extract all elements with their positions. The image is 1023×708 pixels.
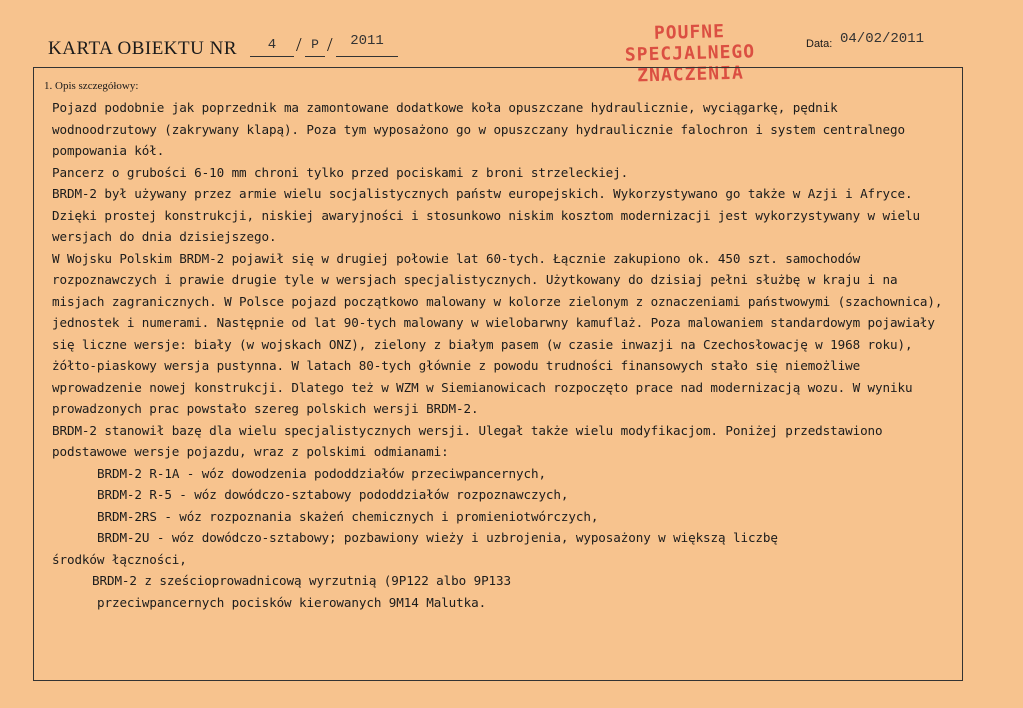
version-item: BRDM-2U - wóz dowódczo-sztabowy; pozbawiony wieży i uzbrojenia, wyposażony w większą liczbę (97, 530, 778, 545)
version-item: BRDM-2 R-1A - wóz dowodzenia pododdziałów przeciwpancernych, (97, 465, 546, 481)
paragraph: BRDM-2 stanowił bazę dla wielu specjalistycznych wersji. Ulegał także wielu modyfikacjom. Poniżej przedstawiono podstawowe wersje pojazdu, wraz z polskimi odmianami: (52, 422, 890, 459)
paragraph: BRDM-2 był używany przez armie wielu socjalistycznych państw europejskich. Wykorzystywano go także w Azji i Afryce. Dzięki prostej konstrukcji, niskiej awaryjności i stosunkowo niskim kosztom modernizacji jest wykorzystywany w wielu wersjach do dnia dzisiejszego. (52, 186, 928, 244)
stamp-line-2: SPECJALNEGO (624, 41, 756, 66)
version-item: BRDM-2RS - wóz rozpoznania skażeń chemicznych i promieniotwórczych, (97, 508, 599, 524)
separator-slash-2: / (327, 34, 333, 56)
object-letter-underline (305, 56, 325, 57)
date-label: Data: (806, 38, 833, 50)
stamp-line-1: POUFNE (653, 21, 726, 44)
stamp-line-3: ZNACZENIA (637, 62, 745, 87)
object-letter-field: P (311, 37, 319, 52)
version-item: BRDM-2 z sześcioprowadnicową wyrzutnią (9P122 albo 9P133 (92, 573, 511, 588)
object-year-underline (336, 56, 398, 57)
paragraph: Pojazd podobnie jak poprzednik ma zamontowane dodatkowe koła opuszczane hydraulicznie, wyciągarkę, pędnik wodnoodrzutowy (zakrywany klapą). Poza tym wyposażono go w opuszczany hydraulicznie falochron i system centralnego pompowania kół. (52, 100, 913, 158)
card-title: KARTA OBIEKTU NR (48, 38, 238, 59)
section-label: 1. Opis szczegółowy: (44, 80, 139, 92)
paragraph: Pancerz o grubości 6-10 mm chroni tylko przed pociskami z broni strzeleckiej. (52, 164, 629, 180)
object-number-field: 4 (267, 37, 277, 53)
object-number-underline (250, 56, 294, 57)
date-value: 04/02/2011 (840, 31, 925, 47)
object-year-field: 2011 (350, 33, 384, 49)
separator-slash-1: / (296, 34, 302, 56)
paragraph: W Wojsku Polskim BRDM-2 pojawił się w drugiej połowie lat 60-tych. Łącznie zakupiono ok. 450 szt. samochodów rozpoznawczych i prawie drugie tyle w wersjach specjalistycznych. Użytkowany do dzisiaj pełni służbę w kraju i na misjach zagranicznych. W Polsce pojazd początkowo malowany w kolorze zielonym z oznaczeniami państwowymi (szachownica), jednostek i numerami. Następnie od lat 90-tych malowany w wielobarwny kamuflaż. Poza malowaniem standardowym pojawiały się liczne wersje: biały (w wojskach ONZ), zielony z białym pasem (w czasie inwazji na Czechosłowację w 1968 roku), żółto-piaskowy wersja pustynna. W latach 80-tych głównie z powodu trudności finansowych stało się niemożliwe wprowadzenie nowej konstrukcji. Dlatego też w WZM w Siemianowicach rozpoczęto prace nad modernizacją wozu. W wyniku prowadzonych prac powstało szereg polskich wersji BRDM-2. (52, 250, 950, 416)
version-item-continuation: przeciwpancernych pocisków kierowanych 9M14 Malutka. (97, 594, 487, 610)
description-text (52, 97, 948, 613)
version-item: BRDM-2 R-5 - wóz dowódczo-sztabowy pododdziałów rozpoznawczych, (97, 487, 569, 502)
version-item-continuation: środków łączności, (52, 551, 187, 567)
detail-card (33, 67, 963, 681)
